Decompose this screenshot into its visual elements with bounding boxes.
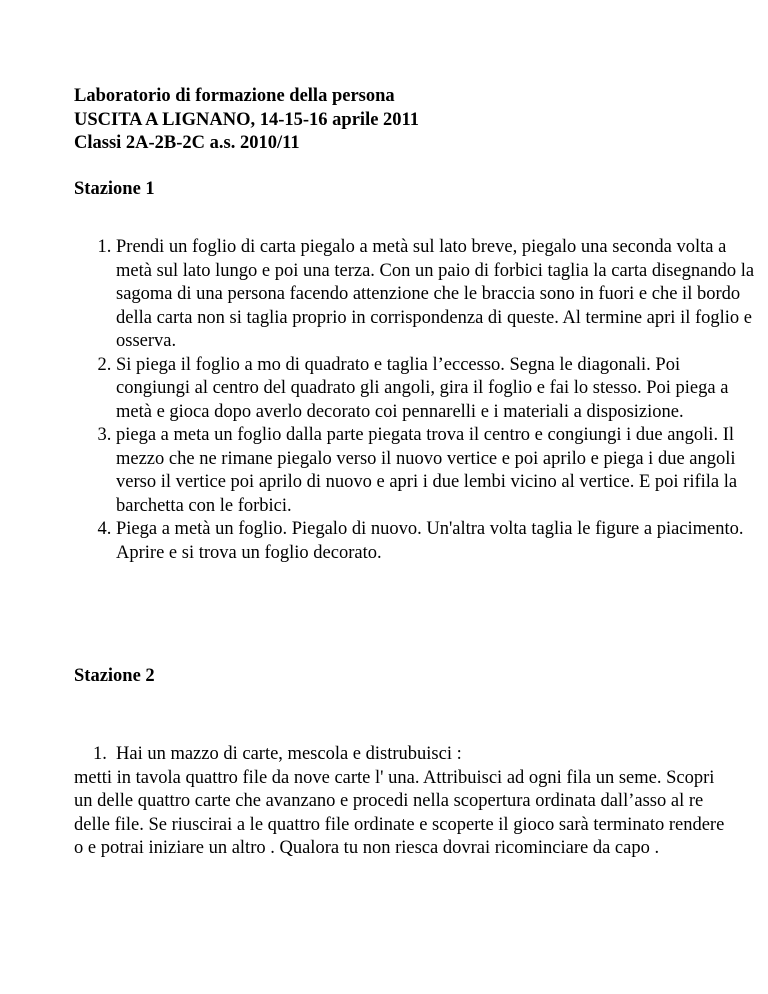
list-item: 4. Piega a metà un foglio. Piegalo di nuovo. Un'altra volta taglia le figure a piacimento. Aprire e si trova un foglio decorato. — [116, 518, 756, 565]
step-number: 1. — [93, 744, 107, 764]
list-item: 3. piega a meta un foglio dalla parte piegata trova il centro e congiungi i due angoli. Il mezzo che ne rimane piegalo verso il nuovo vertice e poi aprilo e piega i due angoli verso il vertice poi aprilo di nuovo e apri i due lembi vicino al vertice. E poi rifila la barchetta con le forbici. — [116, 424, 756, 518]
header-classes: Classi 2A-2B-2C a.s. 2010/11 — [74, 133, 300, 153]
document-header — [74, 85, 419, 156]
station-2-first-line — [74, 743, 734, 767]
station-1-steps — [74, 236, 756, 565]
step-first-line-text: Hai un mazzo di carte, mescola e distrubuisci : — [116, 744, 462, 764]
list-item: 2. Si piega il foglio a mo di quadrato e taglia l’eccesso. Segna le diagonali. Poi congiungi al centro del quadrato gli angoli, gira il foglio e fai lo stesso. Poi piega a metà e gioca dopo averlo decorato coi pennarelli e i materiali a disposizione. — [116, 354, 756, 425]
station-2-body-text: metti in tavola quattro file da nove carte l' una. Attribuisci ad ogni fila un seme. Scopri un delle quattro carte che avanzano e procedi nella scopertura ordinata dall’asso al re delle file. Se riuscirai a le quattro file ordinate e scoperte il gioco sarà terminato rendere o e potrai iniziare un altro . Qualora tu non riesca dovrai ricominciare da capo . — [74, 767, 725, 858]
station-1-heading: Stazione 1 — [74, 179, 155, 199]
header-title: Laboratorio di formazione della persona — [74, 86, 395, 106]
station-2-heading: Stazione 2 — [74, 666, 155, 686]
list-item: 1. Prendi un foglio di carta piegalo a metà sul lato breve, piegalo una seconda volta a metà sul lato lungo e poi una terza. Con un paio di forbici taglia la carta disegnando la sagoma di una persona facendo attenzione che le braccia sono in fuori e che il bordo della carta non si taglia proprio in corrispondenza di queste. Al termine apri il foglio e osserva. — [116, 236, 756, 354]
station-2-instructions — [74, 743, 734, 861]
header-trip: USCITA A LIGNANO, 14-15-16 aprile 2011 — [74, 109, 420, 130]
